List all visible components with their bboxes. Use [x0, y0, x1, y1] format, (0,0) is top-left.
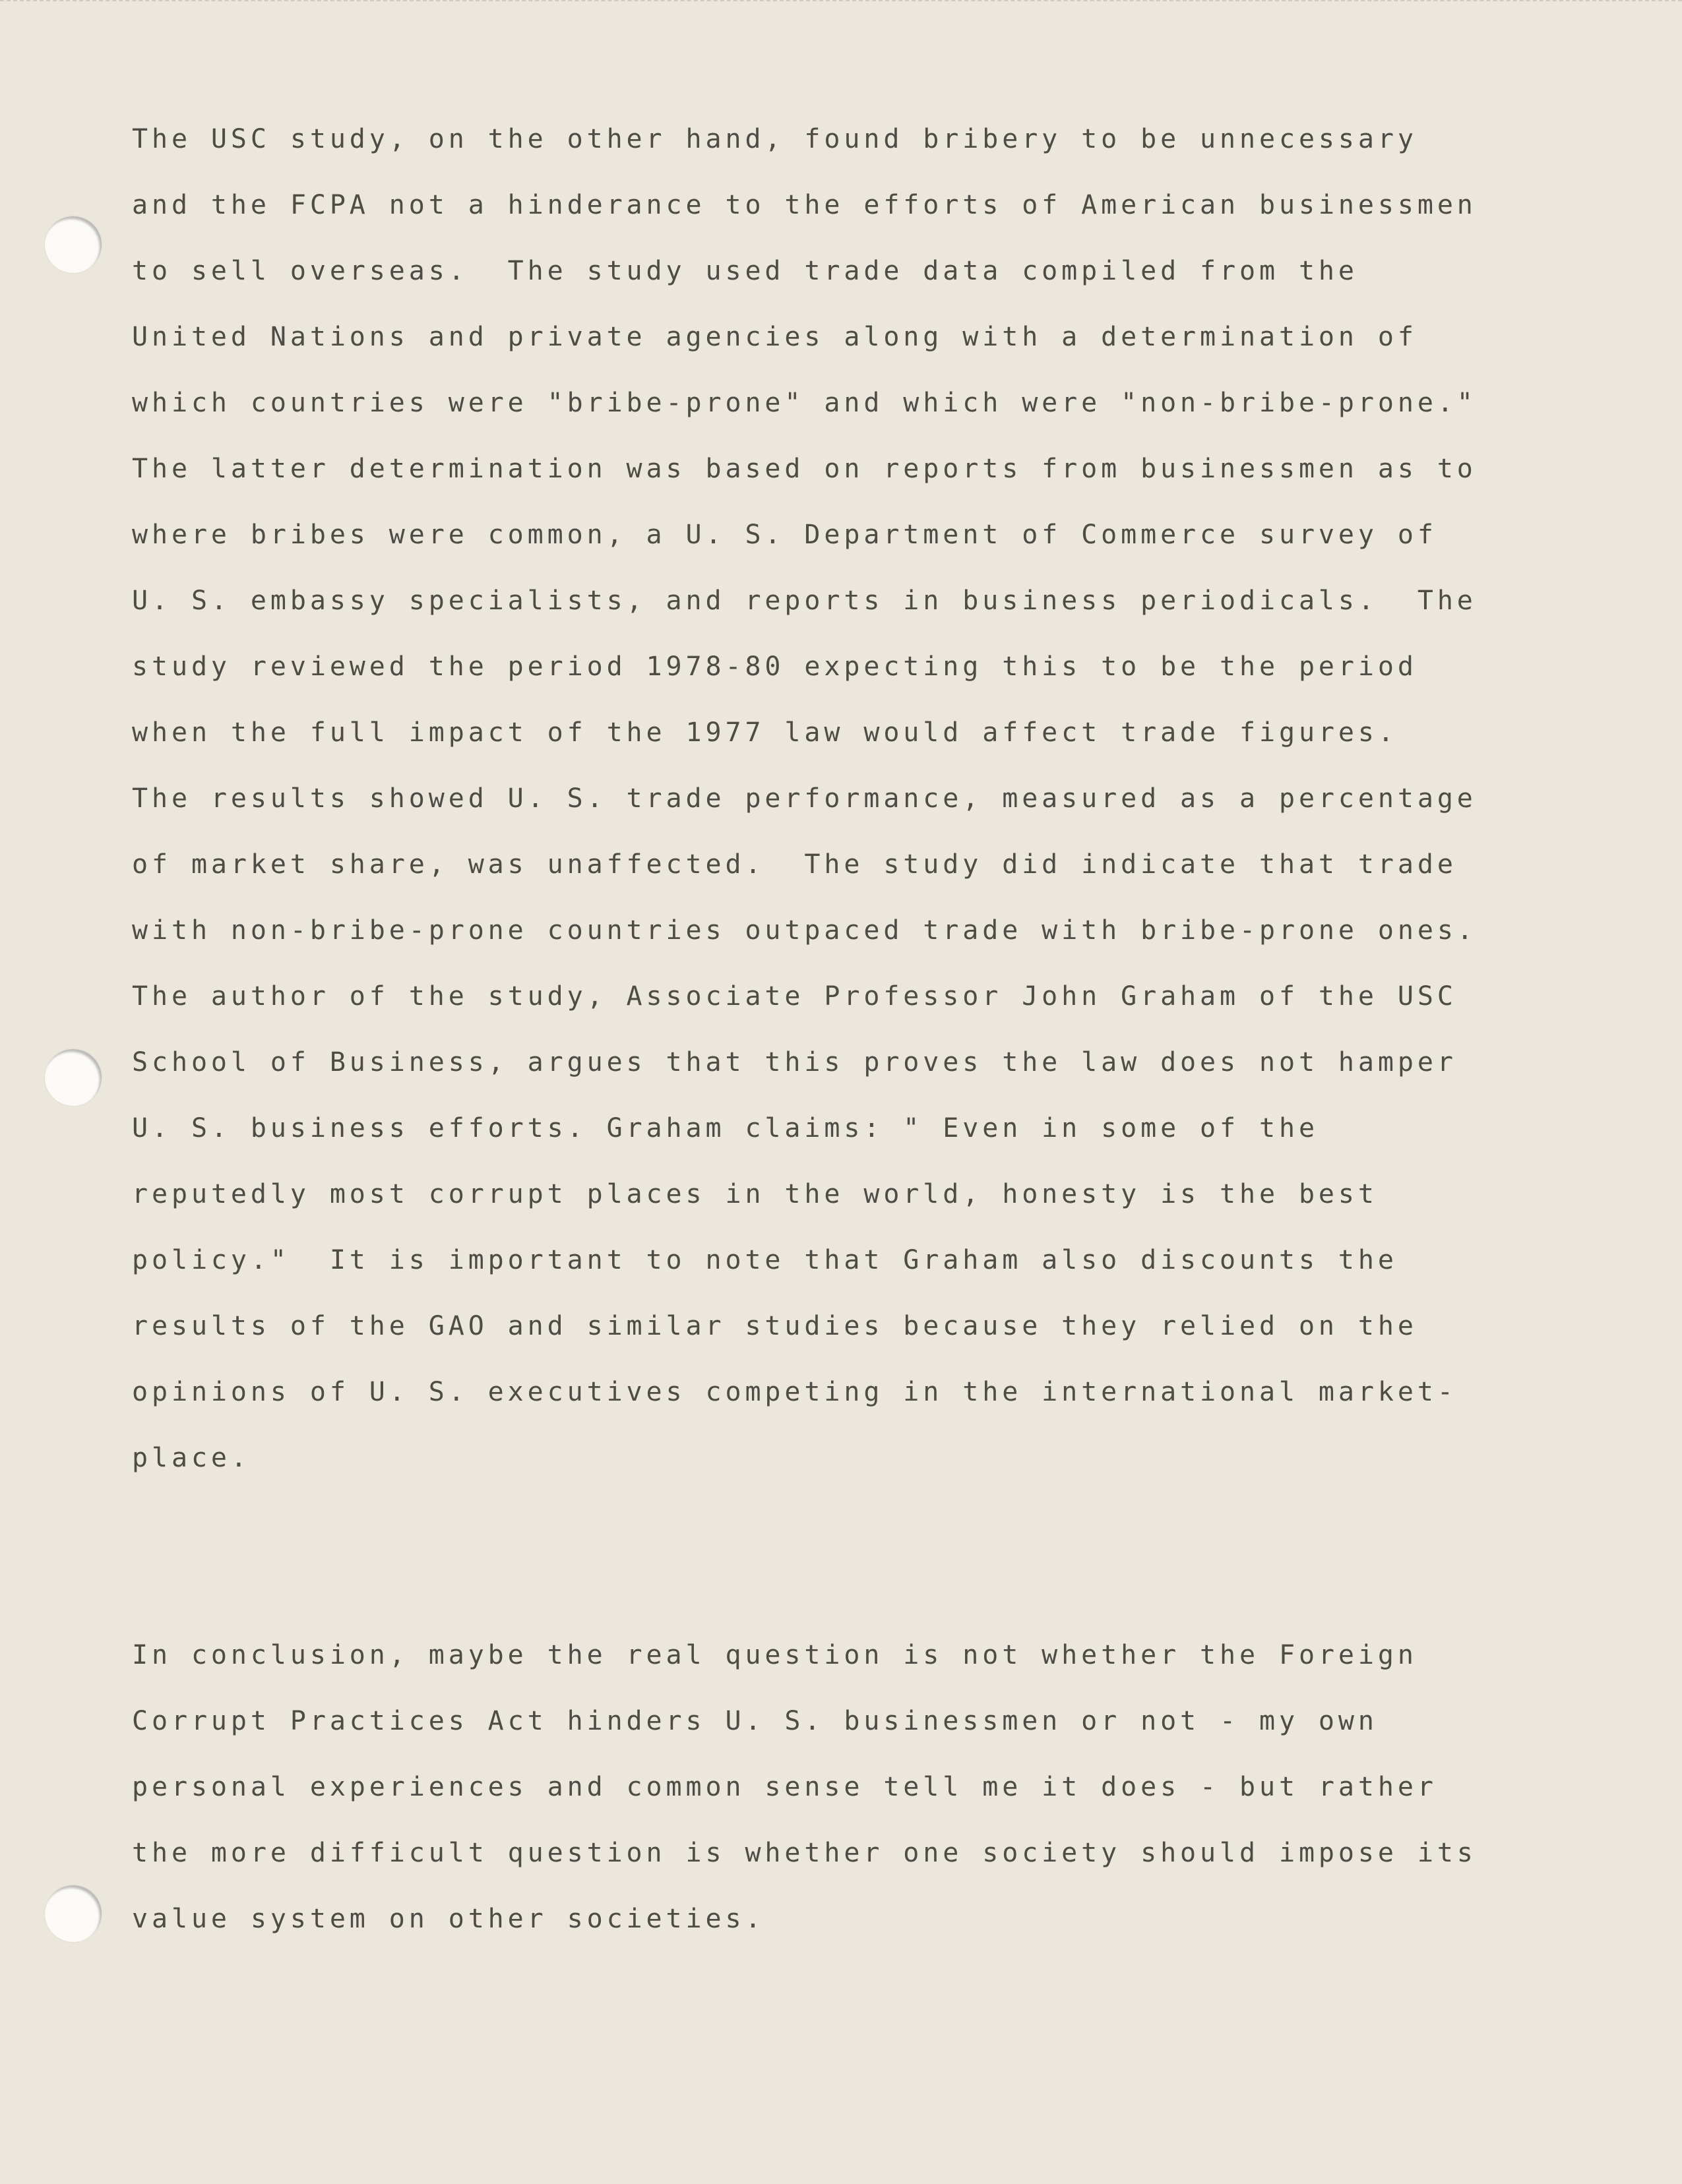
text-line: study reviewed the period 1978-80 expecting this to be the period — [132, 652, 1417, 682]
text-line: The latter determination was based on reports from businessmen as to — [132, 454, 1477, 484]
text-line: policy." It is important to note that Graham also discounts the — [132, 1245, 1398, 1275]
text-line: personal experiences and common sense tell me it does - but rather — [132, 1772, 1437, 1802]
binder-hole — [45, 1885, 102, 1942]
text-line: place. — [132, 1443, 251, 1473]
text-line: with non-bribe-prone countries outpaced trade with bribe-prone ones. — [132, 915, 1477, 946]
text-line: reputedly most corrupt places in the world, honesty is the best — [132, 1179, 1378, 1209]
binder-hole — [45, 216, 102, 273]
text-line: Corrupt Practices Act hinders U. S. businessmen or not - my own — [132, 1706, 1378, 1736]
text-line: of market share, was unaffected. The study did indicate that trade — [132, 849, 1457, 880]
text-line: U. S. embassy specialists, and reports in business periodicals. The — [132, 586, 1477, 616]
text-line: The USC study, on the other hand, found bribery to be unnecessary — [132, 124, 1417, 154]
binder-hole — [45, 1049, 102, 1106]
text-line: the more difficult question is whether one society should impose its — [132, 1838, 1477, 1868]
text-line: and the FCPA not a hinderance to the efforts of American businessmen — [132, 190, 1477, 220]
text-line: The author of the study, Associate Professor John Graham of the USC — [132, 981, 1457, 1012]
paragraph-conclusion — [132, 1622, 1477, 1952]
text-line: results of the GAO and similar studies because they relied on the — [132, 1311, 1417, 1341]
text-line: when the full impact of the 1977 law would affect trade figures. — [132, 717, 1398, 748]
page-top-edge — [0, 0, 1682, 5]
text-line: The results showed U. S. trade performance, measured as a percentage — [132, 783, 1477, 814]
text-line: where bribes were common, a U. S. Department of Commerce survey of — [132, 520, 1437, 550]
text-line: In conclusion, maybe the real question is not whether the Foreign — [132, 1640, 1417, 1670]
text-line: School of Business, argues that this proves the law does not hamper — [132, 1047, 1457, 1077]
text-line: opinions of U. S. executives competing in the international market- — [132, 1377, 1457, 1407]
paragraph-usc-study — [132, 106, 1477, 1491]
text-line: United Nations and private agencies along with a determination of — [132, 322, 1417, 352]
text-line: which countries were "bribe-prone" and which were "non-bribe-prone." — [132, 388, 1477, 418]
text-line: value system on other societies. — [132, 1904, 765, 1934]
text-line: U. S. business efforts. Graham claims: " Even in some of the — [132, 1113, 1319, 1143]
text-line: to sell overseas. The study used trade data compiled from the — [132, 256, 1358, 286]
